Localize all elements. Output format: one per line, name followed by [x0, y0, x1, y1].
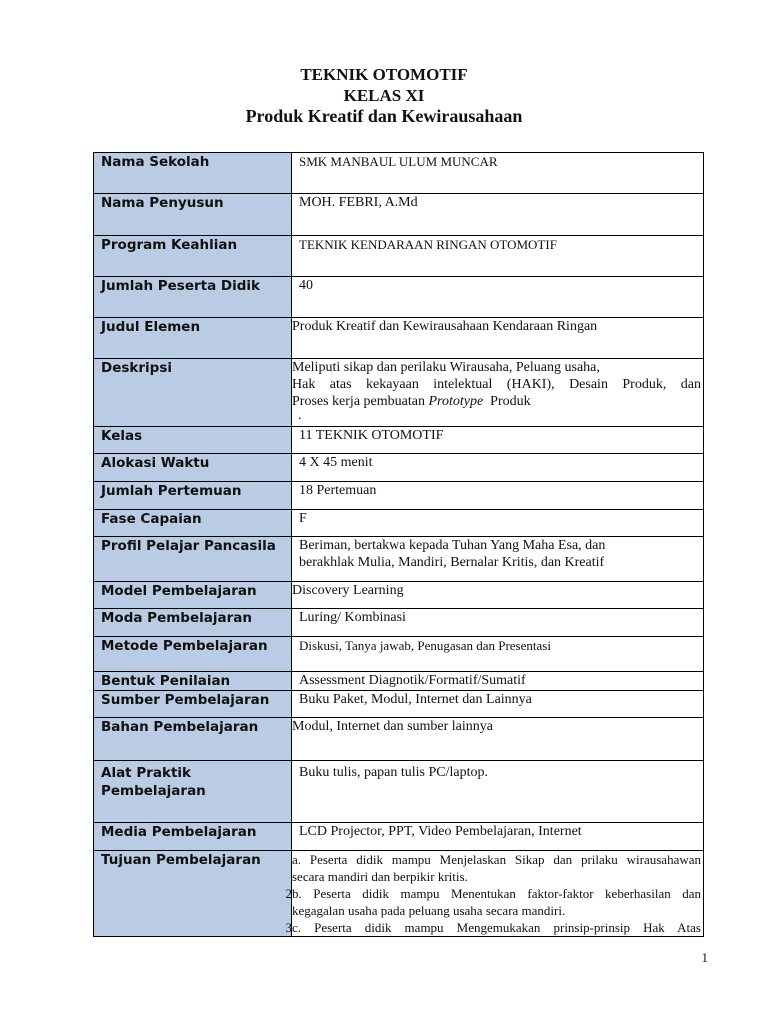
deskripsi-line	[292, 393, 703, 410]
row-value: Diskusi, Tanya jawab, Penugasan dan Presentasi	[292, 637, 704, 672]
table-row	[94, 823, 704, 851]
row-value: Luring/ Kombinasi	[292, 609, 704, 637]
table-row	[94, 277, 704, 318]
document-header	[0, 64, 768, 127]
row-value: Buku tulis, papan tulis PC/laptop.	[292, 761, 704, 823]
table-row	[94, 537, 704, 582]
tujuan-text: kegagalan usaha pada peluang usaha secara mandiri.	[292, 903, 566, 918]
table-row	[94, 194, 704, 236]
row-label: Nama Penyusun	[94, 194, 292, 236]
row-value	[285, 851, 704, 937]
row-label: Fase Capaian	[94, 510, 292, 537]
row-label: Media Pembelajaran	[94, 823, 292, 851]
row-value: LCD Projector, PPT, Video Pembelajaran, Internet	[292, 823, 704, 851]
row-label: Judul Elemen	[94, 318, 292, 359]
table-row	[94, 359, 704, 427]
row-label: Moda Pembelajaran	[94, 609, 292, 637]
table-row	[94, 718, 704, 761]
row-label: Deskripsi	[94, 359, 292, 427]
row-label: Alokasi Waktu	[94, 454, 292, 482]
row-value: Assessment Diagnotik/Formatif/Sumatif	[292, 672, 704, 691]
row-label: Profil Pelajar Pancasila	[94, 537, 292, 582]
profil-line: Beriman, bertakwa kepada Tuhan Yang Maha Esa, dan	[299, 538, 606, 553]
table-row	[94, 637, 704, 672]
row-label: Kelas	[94, 427, 292, 454]
tujuan-text: secara mandiri dan berpikir kritis.	[292, 869, 468, 884]
profil-line: berakhlak Mulia, Mandiri, Bernalar Kritis, dan Kreatif	[299, 555, 605, 570]
row-label: Bahan Pembelajaran	[94, 718, 292, 761]
list-item	[285, 885, 701, 902]
row-value: Produk Kreatif dan Kewirausahaan Kendaraan Ringan	[292, 318, 704, 359]
row-value: 18 Pertemuan	[292, 482, 704, 510]
row-label: Sumber Pembelajaran	[94, 691, 292, 718]
list-item	[292, 868, 701, 885]
tujuan-text: b. Peserta didik mampu Menentukan faktor-faktor keberhasilan dan	[292, 886, 701, 901]
table-row	[94, 236, 704, 277]
tujuan-list	[285, 851, 703, 936]
row-label: Program Keahlian	[94, 236, 292, 277]
tujuan-number: 2	[285, 886, 292, 901]
row-label-line: Pembelajaran	[101, 783, 206, 799]
list-item	[292, 851, 701, 868]
row-label: Metode Pembelajaran	[94, 637, 292, 672]
row-value: 40	[292, 277, 704, 318]
row-label: Nama Sekolah	[94, 153, 292, 194]
row-value: 4 X 45 menit	[292, 454, 704, 482]
tujuan-text: c. Peserta didik mampu Mengemukakan prinsip-prinsip Hak Atas	[292, 920, 701, 935]
deskripsi-line: .	[298, 408, 302, 423]
deskripsi-text: Produk	[483, 394, 531, 409]
table-row	[94, 318, 704, 359]
row-value: 11 TEKNIK OTOMOTIF	[292, 427, 704, 454]
list-item	[292, 902, 701, 919]
list-item	[285, 919, 701, 936]
row-value: SMK MANBAUL ULUM MUNCAR	[292, 153, 704, 194]
row-label: Tujuan Pembelajaran	[94, 851, 292, 937]
row-value: Buku Paket, Modul, Internet dan Lainnya	[292, 691, 704, 718]
table-row	[94, 153, 704, 194]
deskripsi-line: Hak atas kekayaan intelektual (HAKI), Desain Produk, dan	[292, 377, 701, 392]
table-row	[94, 672, 704, 691]
table-row	[94, 761, 704, 823]
row-value	[292, 359, 704, 427]
table-row	[94, 427, 704, 454]
deskripsi-text: Proses kerja pembuatan	[292, 394, 429, 409]
tujuan-text: a. Peserta didik mampu Menjelaskan Sikap dan prilaku wirausahawan	[292, 852, 701, 867]
deskripsi-italic: Prototype	[428, 394, 484, 409]
row-label	[94, 761, 292, 823]
tujuan-number: 3	[285, 920, 292, 935]
row-label: Model Pembelajaran	[94, 582, 292, 609]
row-value: MOH. FEBRI, A.Md	[292, 194, 704, 236]
table-row	[94, 691, 704, 718]
row-value: TEKNIK KENDARAAN RINGAN OTOMOTIF	[292, 236, 704, 277]
row-value: Modul, Internet dan sumber lainnya	[292, 718, 704, 761]
header-subject: Produk Kreatif dan Kewirausahaan	[245, 106, 523, 126]
table-row	[94, 851, 704, 937]
row-value: F	[292, 510, 704, 537]
table-row	[94, 582, 704, 609]
page-number: 1	[701, 950, 708, 965]
row-label-line: Alat Praktik	[101, 765, 192, 781]
table-row	[94, 609, 704, 637]
table-row	[94, 454, 704, 482]
header-title: TEKNIK OTOMOTIF	[300, 65, 468, 84]
row-label: Jumlah Peserta Didik	[94, 277, 292, 318]
info-table	[93, 152, 704, 937]
row-value	[292, 537, 704, 582]
table-row	[94, 510, 704, 537]
row-value: Discovery Learning	[292, 582, 704, 609]
deskripsi-line: Meliputi sikap dan perilaku Wirausaha, Peluang usaha,	[292, 360, 600, 375]
row-label: Jumlah Pertemuan	[94, 482, 292, 510]
row-label: Bentuk Penilaian	[94, 672, 292, 691]
table-row	[94, 482, 704, 510]
header-class: KELAS XI	[343, 86, 425, 105]
